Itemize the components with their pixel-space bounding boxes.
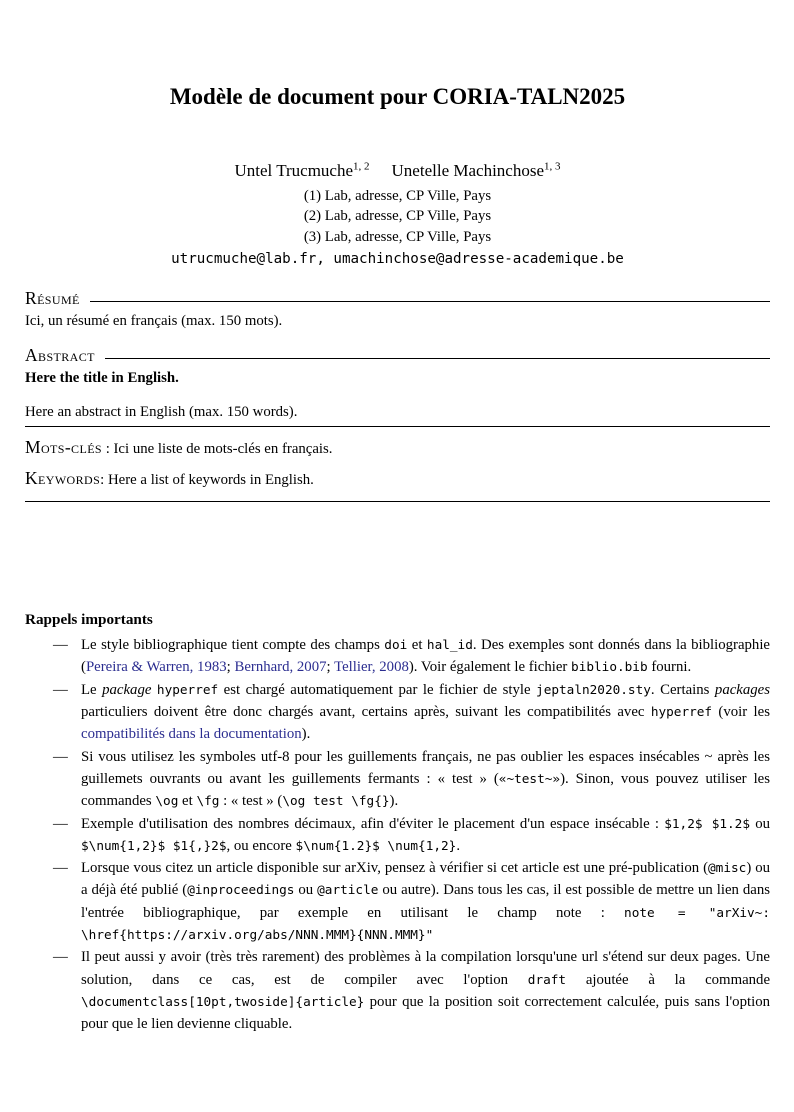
code-text: «~test~»: [498, 770, 561, 786]
code-text: @article: [317, 882, 379, 898]
code-text: draft: [527, 971, 567, 987]
reminder-item-1-text: [81, 637, 770, 675]
text: Le: [81, 681, 103, 698]
abstract-section-heading: [25, 344, 770, 366]
english-title: Here the title in English.: [25, 370, 179, 387]
italic-text: packages: [714, 681, 770, 698]
code-text: @inproceedings: [187, 882, 295, 898]
text: fourni.: [647, 659, 692, 676]
code-text: $\num{1.2}$ \num{1,2}: [295, 837, 457, 853]
author-1-name: Untel Trucmuche: [234, 160, 354, 180]
text: est chargé automatiquement par le fichier de style: [218, 681, 537, 698]
citation-pereira-warren-1983[interactable]: Pereira & Warren, 1983: [85, 659, 227, 676]
text: ). Voir également le fichier: [408, 659, 572, 676]
citation-tellier-2008[interactable]: Tellier, 2008: [334, 659, 409, 676]
text: Si vous utilisez les symboles utf-8 pour les guillements français, ne pas oublier les espaces insécables ~ après les guillemets ouvrants ou avant les guillements fermants : « test » (: [81, 748, 770, 787]
keywords-heading-label: Keywords: [25, 468, 101, 489]
reminder-item-3-text: [81, 749, 770, 810]
heading-rule: [105, 358, 770, 359]
motscles-heading-label: Mots-clés: [25, 437, 102, 458]
affiliations-block: [25, 186, 770, 248]
dash-bullet: —: [53, 681, 68, 698]
dash-bullet: —: [53, 815, 68, 832]
code-text: note = "arXiv~: \href{https://arxiv.org/abs/NNN.MMM}{NNN.MMM}": [81, 904, 770, 943]
code-text: jeptaln2020.sty: [536, 681, 651, 697]
text: (voir les: [712, 704, 770, 721]
text: Le style bibliographique tient compte des champs: [81, 637, 385, 654]
resume-text: Ici, un résumé en français (max. 150 mots).: [25, 313, 283, 330]
motscles-line: [25, 436, 770, 461]
citation-bernhard-2007[interactable]: Bernhard, 2007: [234, 659, 327, 676]
reminders-heading: Rappels importants: [25, 611, 153, 629]
abstract-heading-label: Abstract: [25, 345, 95, 366]
affiliation-3: (3) Lab, adresse, CP Ville, Pays: [303, 228, 492, 245]
reminder-item-6: [25, 946, 770, 1035]
text: ;: [326, 659, 335, 676]
text: Exemple d'utilisation des nombres décimaux, afin d'éviter le placement d'un espace insécable :: [81, 815, 665, 832]
code-text: \fg: [196, 793, 220, 809]
keywords-line: [25, 467, 770, 492]
dash-bullet: —: [53, 860, 68, 877]
code-text: \og test \fg{}: [282, 793, 390, 809]
text: , ou encore: [226, 837, 296, 854]
dash-bullet: —: [53, 748, 68, 765]
text: . Des exemples sont donnés dans la bibliographie (: [81, 637, 771, 676]
dash-bullet: —: [53, 637, 68, 654]
authors-line: [25, 154, 770, 183]
author-2-name: Unetelle Machinchose: [391, 160, 544, 180]
code-text: \documentclass[10pt,twoside]{article}: [81, 993, 365, 1009]
reminder-item-4-text: [81, 816, 770, 854]
code-text: $\num{1,2}$ $1{,}2$: [81, 837, 227, 853]
reminder-item-2: [25, 679, 770, 746]
text: ).: [301, 726, 311, 743]
text: pour que la position soit correctement calculée, puis sans l'option pour que le lien devienne cliquable.: [81, 993, 770, 1033]
code-text: doi: [384, 637, 408, 653]
text: ;: [226, 659, 235, 676]
reminder-item-4: [25, 813, 770, 858]
motscles-text: : Ici une liste de mots-clés en français.: [102, 441, 333, 458]
resume-heading-label: Résumé: [25, 288, 80, 309]
text: ou autre). Dans tous les cas, il est possible de mettre un lien dans l'entrée bibliographique, par exemple en utilisant le champ note :: [81, 882, 770, 921]
code-text: hal_id: [426, 637, 473, 653]
text: ). Sinon, vous pouvez utiliser les commandes: [81, 770, 771, 810]
author-1-affiliation-marks: 1, 2: [353, 160, 370, 172]
abstract-text: Here an abstract in English (max. 150 words).: [25, 402, 770, 427]
text: Lorsque vous citez un article disponible sur arXiv, pensez à vérifier si cet article est une pré-publication (: [81, 860, 709, 877]
text: ou: [294, 882, 318, 899]
text: : « test » (: [219, 793, 283, 810]
text: ).: [389, 793, 399, 810]
code-text: biblio.bib: [571, 659, 648, 675]
code-text: \og: [155, 793, 179, 809]
author-2-affiliation-marks: 1, 3: [544, 160, 561, 172]
reminders-list: [25, 634, 770, 1035]
reminder-item-6-text: [81, 949, 770, 1032]
affiliation-2: (2) Lab, adresse, CP Ville, Pays: [303, 208, 492, 225]
affiliation-1: (1) Lab, adresse, CP Ville, Pays: [303, 187, 492, 204]
code-text: hyperref: [650, 704, 713, 720]
code-text: hyperref: [156, 681, 219, 697]
text: Il peut aussi y avoir (très très rarement) des problèmes à la compilation lorsqu'une url s'étend sur deux pages. Une solution, dans ce cas, est de compiler avec l'option: [81, 949, 770, 988]
heading-rule: [90, 301, 770, 302]
resume-section-heading: [25, 287, 770, 309]
italic-text: package: [102, 681, 152, 698]
reminder-item-5: [25, 857, 770, 946]
text: et: [407, 637, 427, 654]
reminder-item-3: [25, 746, 770, 813]
reminder-item-1: [25, 634, 770, 679]
text: . Certains: [650, 681, 715, 698]
reminder-item-2-text: [81, 682, 770, 743]
author-2: [392, 161, 561, 180]
dash-bullet: —: [53, 949, 68, 966]
paper-title: Modèle de document pour CORIA-TALN2025: [169, 84, 626, 109]
text: ajoutée à la commande: [566, 971, 771, 988]
documentation-link[interactable]: compatibilités dans la documentation: [81, 726, 302, 743]
author-1: [235, 161, 370, 180]
code-text: @misc: [708, 860, 747, 876]
author-emails: utrucmuche@lab.fr, umachinchose@adresse-academique.be: [171, 251, 624, 268]
text: particuliers doivent être donc chargés avant, certains après, suivant les compatibilités avec: [81, 704, 651, 721]
reminder-item-5-text: [81, 860, 770, 943]
text: ) ou a déjà été publié (: [81, 860, 770, 899]
text: .: [456, 837, 461, 854]
code-text: $1,2$ $1.2$: [664, 815, 750, 831]
text: et: [178, 793, 197, 810]
keywords-block: [25, 436, 770, 502]
text: ou: [749, 815, 770, 832]
keywords-text: : Here a list of keywords in English.: [100, 472, 314, 489]
